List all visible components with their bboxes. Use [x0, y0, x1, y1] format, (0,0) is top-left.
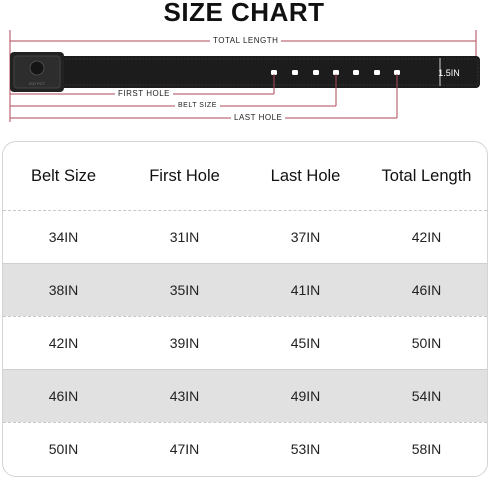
last-hole-label: LAST HOLE — [231, 113, 285, 123]
cell-first-hole: 43IN — [169, 387, 200, 404]
total-length-label: TOTAL LENGTH — [210, 36, 281, 46]
cell-total-length: 50IN — [411, 334, 442, 351]
cell-last-hole: 53IN — [290, 440, 321, 457]
table-row — [3, 210, 487, 263]
cell-total-length: 58IN — [411, 440, 442, 457]
cell-last-hole: 37IN — [290, 228, 321, 245]
belt-hole — [353, 70, 359, 75]
table-row — [3, 422, 487, 475]
cell-belt-size: 34IN — [48, 228, 79, 245]
cell-belt-size: 46IN — [48, 387, 79, 404]
cell-first-hole: 47IN — [169, 440, 200, 457]
cell-first-hole: 39IN — [169, 334, 200, 351]
belt-diagram — [0, 28, 488, 128]
cell-belt-size: 38IN — [48, 281, 79, 298]
cell-first-hole: 35IN — [169, 281, 200, 298]
page-title: SIZE CHART — [163, 0, 325, 27]
table-row — [3, 263, 487, 316]
size-table — [2, 141, 488, 477]
first-hole-label: FIRST HOLE — [115, 89, 173, 99]
cell-first-hole: 31IN — [169, 228, 200, 245]
table-header-row — [3, 142, 487, 210]
cell-last-hole: 41IN — [290, 281, 321, 298]
cell-last-hole: 45IN — [290, 334, 321, 351]
cell-total-length: 42IN — [411, 228, 442, 245]
cell-total-length: 54IN — [411, 387, 442, 404]
cell-belt-size: 50IN — [48, 440, 79, 457]
header-first-hole: First Hole — [149, 166, 220, 185]
buckle-brand-text: ISO PCT — [28, 81, 46, 86]
header-last-hole: Last Hole — [270, 166, 341, 185]
header-belt-size: Belt Size — [30, 166, 97, 185]
belt-hole — [292, 70, 298, 75]
header-total-length: Total Length — [381, 166, 472, 185]
belt-hole — [374, 70, 380, 75]
cell-total-length: 46IN — [411, 281, 442, 298]
table-row — [3, 369, 487, 422]
table-row — [3, 316, 487, 369]
bull-logo-icon — [30, 61, 44, 75]
width-label: 1.5IN — [438, 68, 460, 78]
cell-last-hole: 49IN — [290, 387, 321, 404]
cell-belt-size: 42IN — [48, 334, 79, 351]
belt-hole — [313, 70, 319, 75]
belt-strap — [60, 56, 480, 88]
belt-size-label: BELT SIZE — [175, 101, 220, 111]
